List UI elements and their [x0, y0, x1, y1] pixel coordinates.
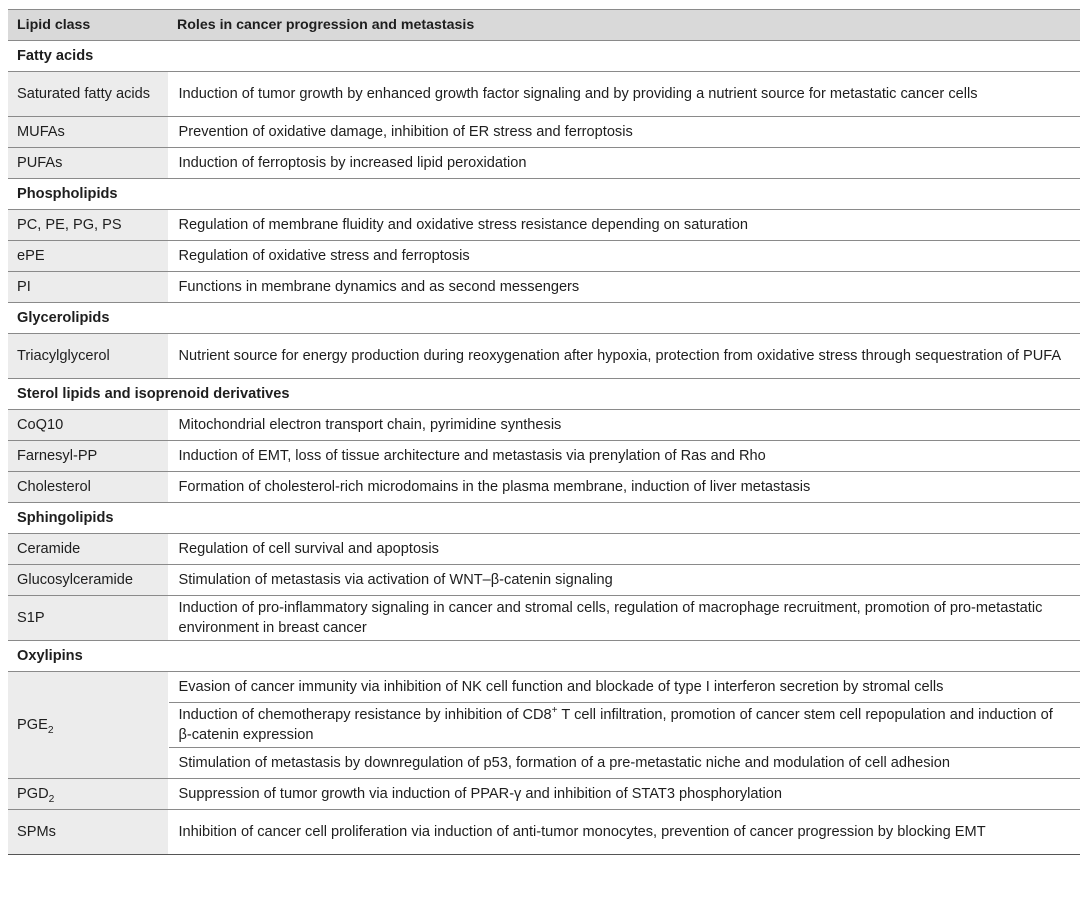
- lipid-name: Glucosylceramide: [8, 565, 168, 596]
- table-row: [8, 810, 1080, 855]
- header-roles: Roles in cancer progression and metastasis: [168, 10, 1080, 41]
- lipid-name: PC, PE, PG, PS: [8, 210, 168, 241]
- section-title: Phospholipids: [8, 179, 1080, 210]
- lipid-name: PI: [8, 272, 168, 303]
- superscript-plus: +: [551, 705, 558, 717]
- table-row: [8, 748, 1080, 779]
- lipid-role: Prevention of oxidative damage, inhibition of ER stress and ferroptosis: [168, 117, 1080, 148]
- lipid-role: Stimulation of metastasis by downregulation of p53, formation of a pre-metastatic niche and modulation of cell adhesion: [168, 748, 1080, 779]
- lipid-role: Mitochondrial electron transport chain, pyrimidine synthesis: [168, 410, 1080, 441]
- table-row: [8, 410, 1080, 441]
- lipid-role: Formation of cholesterol-rich microdomains in the plasma membrane, induction of liver metastasis: [168, 472, 1080, 503]
- lipid-name-subscript: 2: [47, 724, 54, 736]
- header-lipid-class: Lipid class: [8, 10, 168, 41]
- lipid-name: Farnesyl-PP: [8, 441, 168, 472]
- lipid-role: Stimulation of metastasis via activation of WNT–β-catenin signaling: [168, 565, 1080, 596]
- lipid-role-text: T cell infiltration, promotion of cancer stem cell repopulation and induction of β-catenin expression: [178, 707, 1053, 743]
- lipid-role: Evasion of cancer immunity via inhibition of NK cell function and blockade of type I interferon secretion by stromal cells: [168, 672, 1080, 703]
- lipid-role: Induction of ferroptosis by increased lipid peroxidation: [168, 148, 1080, 179]
- table-row: [8, 565, 1080, 596]
- section-title: Oxylipins: [8, 641, 1080, 672]
- lipid-role: Induction of pro-inflammatory signaling in cancer and stromal cells, regulation of macrophage recruitment, promotion of pro-metastatic environment in breast cancer: [168, 596, 1080, 641]
- lipid-name: Saturated fatty acids: [8, 72, 168, 117]
- lipid-name: ePE: [8, 241, 168, 272]
- lipid-name-pgd2: [8, 779, 168, 810]
- section-row-oxylipins: [8, 641, 1080, 672]
- lipid-name: SPMs: [8, 810, 168, 855]
- lipid-roles-table: [8, 9, 1080, 855]
- section-row-fatty-acids: [8, 41, 1080, 72]
- lipid-name: PUFAs: [8, 148, 168, 179]
- table-row: [8, 441, 1080, 472]
- lipid-name: Ceramide: [8, 534, 168, 565]
- table-row: [8, 596, 1080, 641]
- lipid-name-base: PGD: [17, 786, 49, 802]
- table-header-row: [8, 10, 1080, 41]
- lipid-role: Suppression of tumor growth via induction of PPAR-γ and inhibition of STAT3 phosphorylation: [168, 779, 1080, 810]
- lipid-name-subscript: 2: [48, 793, 55, 805]
- section-title: Sterol lipids and isoprenoid derivatives: [8, 379, 1080, 410]
- lipid-name: Triacylglycerol: [8, 334, 168, 379]
- section-row-sphingolipids: [8, 503, 1080, 534]
- section-row-glycerolipids: [8, 303, 1080, 334]
- section-row-phospholipids: [8, 179, 1080, 210]
- lipid-name: MUFAs: [8, 117, 168, 148]
- lipid-role: Functions in membrane dynamics and as second messengers: [168, 272, 1080, 303]
- lipid-name: CoQ10: [8, 410, 168, 441]
- lipid-role: Regulation of membrane fluidity and oxidative stress resistance depending on saturation: [168, 210, 1080, 241]
- lipid-role: [168, 703, 1080, 748]
- table-row: [8, 334, 1080, 379]
- lipid-role: Nutrient source for energy production during reoxygenation after hypoxia, protection from oxidative stress through sequestration of PUFA: [168, 334, 1080, 379]
- lipid-name: Cholesterol: [8, 472, 168, 503]
- table-row: [8, 72, 1080, 117]
- table-row: [8, 117, 1080, 148]
- lipid-name: S1P: [8, 596, 168, 641]
- table-row: [8, 272, 1080, 303]
- lipid-name-pge2: [8, 672, 168, 779]
- lipid-role-text: Induction of chemotherapy resistance by inhibition of CD8: [178, 707, 552, 723]
- lipid-name-base: PGE: [17, 717, 48, 733]
- section-title: Glycerolipids: [8, 303, 1080, 334]
- table-row: [8, 779, 1080, 810]
- lipid-role: Induction of tumor growth by enhanced growth factor signaling and by providing a nutrient source for metastatic cancer cells: [168, 72, 1080, 117]
- section-title: Sphingolipids: [8, 503, 1080, 534]
- table-row: [8, 672, 1080, 703]
- table-row: [8, 241, 1080, 272]
- lipid-role: Induction of EMT, loss of tissue architecture and metastasis via prenylation of Ras and Rho: [168, 441, 1080, 472]
- section-title: Fatty acids: [8, 41, 1080, 72]
- table-row: [8, 148, 1080, 179]
- lipid-role: Regulation of oxidative stress and ferroptosis: [168, 241, 1080, 272]
- section-row-sterol-lipids: [8, 379, 1080, 410]
- table-row: [8, 210, 1080, 241]
- table-row: [8, 703, 1080, 748]
- lipid-role: Inhibition of cancer cell proliferation via induction of anti-tumor monocytes, prevention of cancer progression by blocking EMT: [168, 810, 1080, 855]
- table-row: [8, 472, 1080, 503]
- table-row: [8, 534, 1080, 565]
- lipid-role: Regulation of cell survival and apoptosis: [168, 534, 1080, 565]
